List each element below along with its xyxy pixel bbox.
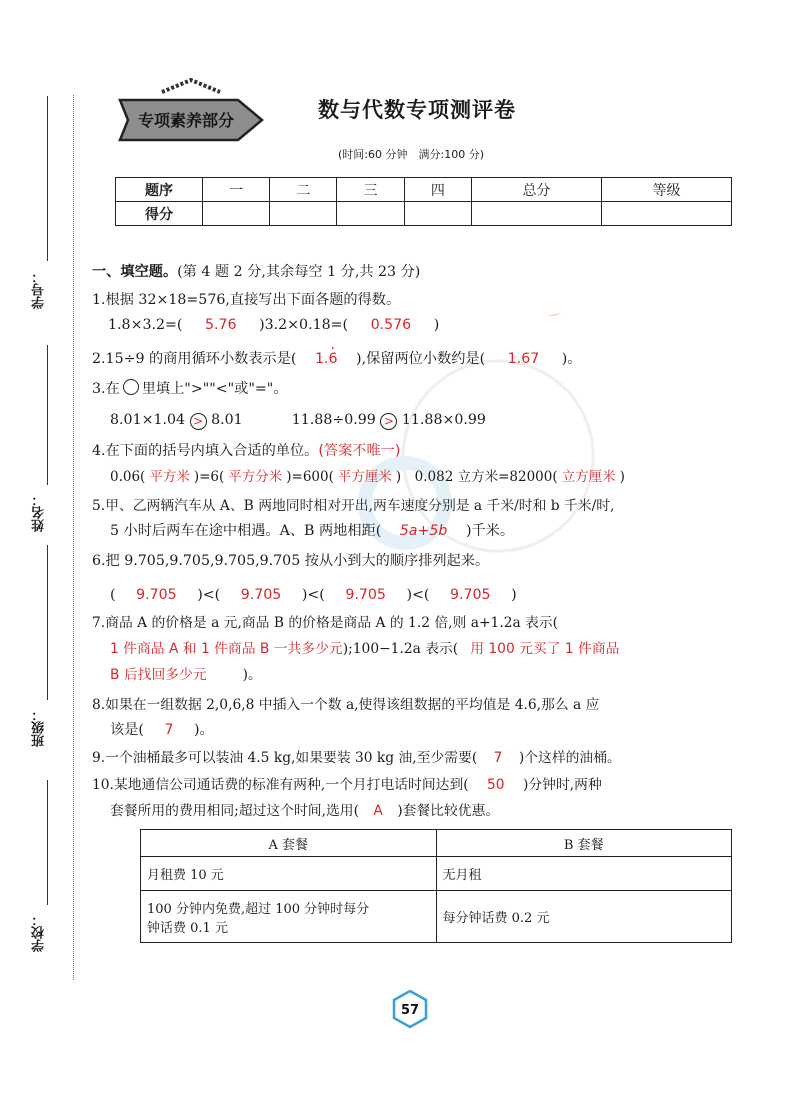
section-note: (第 4 题 2 分,其余每空 1 分,共 23 分)	[177, 264, 421, 280]
q6-answers	[110, 586, 517, 604]
q3-expr: 11.88×0.99	[401, 412, 486, 428]
plan-cell	[141, 891, 437, 943]
score-input-cell[interactable]	[337, 202, 404, 226]
q6-answer-2: 9.705	[240, 587, 282, 603]
q10-prompt: )分钟时,两种	[522, 777, 602, 793]
page-number: 57	[400, 1003, 420, 1018]
student-no-label: 学号：	[32, 270, 47, 309]
school-label: 学校：	[32, 913, 47, 952]
plan-row	[141, 857, 732, 891]
q2-answer-1	[315, 351, 338, 367]
plan-cell: 每分钟话费 0.2 元	[436, 891, 732, 943]
section-title: 一、填空题。	[92, 264, 178, 280]
q7-line3	[110, 666, 262, 684]
badge-text: 专项素养部分	[137, 111, 235, 130]
q8-line2	[110, 721, 214, 739]
circle-icon	[123, 379, 139, 395]
q7-prompt: )。	[242, 667, 262, 683]
q4-answer-1: 平方米	[149, 469, 190, 485]
plan-table	[140, 829, 732, 943]
plan-table-header	[141, 830, 732, 857]
class-line	[47, 545, 48, 700]
plan-cell-line: 100 分钟内免费,超过 100 分钟时每分	[147, 901, 370, 917]
q7-line2	[110, 640, 619, 658]
q9-line	[92, 749, 621, 767]
q4-answer-2: 平方分米	[228, 469, 283, 485]
score-cell: 一	[203, 178, 270, 202]
score-table-score-row	[116, 202, 732, 226]
score-cell: 得分	[116, 202, 203, 226]
q2-line	[92, 350, 582, 368]
q6-answer-3: 9.705	[345, 587, 386, 603]
score-cell: 题序	[116, 178, 203, 202]
q3-prompt: 里填上">""<"或"="。	[141, 381, 288, 397]
q6-paren: )	[511, 587, 517, 603]
plan-cell: 月租费 10 元	[141, 857, 437, 891]
class-label: 班级：	[32, 708, 47, 747]
q5-answer: 5a+5b	[399, 523, 448, 539]
q4-prompt: ) 0.082 立方米=82000(	[395, 469, 558, 485]
q7-answer-2b: B 后找回多少元	[110, 667, 207, 683]
name-line	[47, 345, 48, 485]
q5-line2	[110, 522, 514, 540]
q4-prompt: )=6(	[193, 469, 225, 485]
school-line	[47, 780, 48, 905]
q3-expr: 8.01×1.04	[110, 412, 186, 428]
score-table-header-row	[116, 178, 732, 202]
score-cell: 四	[404, 178, 471, 202]
page-subtitle: (时间:60 分钟 满分:100 分)	[338, 148, 484, 161]
q3-prompt: 3.在	[92, 381, 120, 397]
score-input-cell[interactable]	[404, 202, 471, 226]
score-input-cell[interactable]	[601, 202, 731, 226]
section-heading	[92, 263, 420, 281]
q1-prompt: )3.2×0.18=(	[259, 317, 349, 333]
q2-prompt: ),保留两位小数约是(	[356, 351, 486, 367]
q9-prompt: 9.一个油桶最多可以装油 4.5 kg,如果要装 30 kg 油,至少需要(	[92, 750, 478, 766]
q7-prompt: );100−1.2a 表示(	[342, 641, 459, 657]
q2-answer-repeat: · 6	[329, 351, 338, 367]
q2-prompt: 2.15÷9 的商用循环小数表示是(	[92, 351, 297, 367]
plan-cell-line: 钟话费 0.1 元	[147, 920, 228, 936]
q5-prompt: 5 小时后两车在途中相遇。A、B 两地相距(	[110, 523, 382, 539]
q4-answer-4: 立方厘米	[561, 469, 616, 485]
q5-prompt: )千米。	[465, 523, 515, 539]
score-table	[115, 177, 732, 226]
name-label: 姓名：	[32, 493, 47, 532]
q3-answer-2: >	[380, 413, 397, 430]
score-cell: 总分	[471, 178, 601, 202]
q4-prompt: )	[619, 469, 625, 485]
q7-answer-2: 用 100 元买了 1 件商品	[470, 641, 620, 657]
student-no-line	[47, 96, 48, 261]
q6-text: 6.把 9.705,9.705,9.705,9.705 按从小到大的顺序排列起来。	[92, 553, 490, 569]
q8-prompt: )。	[193, 722, 214, 738]
watermark-logo	[318, 298, 692, 633]
score-input-cell[interactable]	[270, 202, 337, 226]
q4-answers	[110, 468, 625, 486]
plan-cell: 无月租	[436, 857, 732, 891]
q3-answer-1: >	[190, 413, 207, 430]
q4-note: (答案不唯一)	[318, 443, 401, 459]
q7-answer-1: 1 件商品 A 和 1 件商品 B 一共多少元	[110, 641, 343, 657]
score-cell: 等级	[601, 178, 731, 202]
q3-expr: 8.01	[211, 412, 243, 428]
q7-line1: 7.商品 A 的价格是 a 元,商品 B 的价格是商品 A 的 1.2 倍,则 a+1.2a 表示(	[92, 615, 559, 631]
q4-line	[92, 442, 400, 460]
q6-answer-4: 9.705	[449, 587, 491, 603]
plan-header-a: A 套餐	[141, 830, 437, 857]
q10-prompt: 套餐所用的费用相同;超过这个时间,选用(	[110, 803, 359, 819]
q8-line1: 8.如果在一组数据 2,0,6,8 中插入一个数 a,使得该组数据的平均值是 4.6,那么 a 应	[92, 697, 600, 713]
q10-line2	[110, 802, 499, 820]
score-cell: 二	[270, 178, 337, 202]
q3-expr: 11.88÷0.99	[291, 412, 376, 428]
page-title: 数与代数专项测评卷	[318, 98, 516, 122]
badge-sign-icon	[116, 78, 266, 148]
q10-prompt: )套餐比较优惠。	[397, 803, 500, 819]
q6-lt: )<(	[406, 587, 430, 603]
q1-answer-1: 5.76	[204, 317, 237, 333]
q4-prompt: 4.在下面的括号内填入合适的单位。	[92, 443, 319, 459]
q2-prompt: )。	[561, 351, 582, 367]
q3-line	[92, 379, 288, 398]
q8-answer: 7	[164, 722, 174, 738]
binding-dotted-line	[73, 95, 74, 980]
score-cell: 三	[337, 178, 404, 202]
q2-answer-2: 1.67	[507, 351, 540, 367]
q4-prompt: )=600(	[286, 469, 334, 485]
q8-prompt: 该是(	[110, 722, 144, 738]
page-number-badge	[390, 989, 430, 1029]
q4-answer-3: 平方厘米	[337, 469, 392, 485]
q9-answer: 7	[493, 750, 503, 766]
q4-prompt: 0.06(	[110, 469, 146, 485]
q6-paren: (	[110, 587, 116, 603]
q3-compare	[110, 411, 486, 430]
q10-answer-2: A	[373, 803, 383, 819]
q1-prompt: 1.8×3.2=(	[108, 317, 183, 333]
q10-line1	[92, 776, 602, 794]
q1-answers	[108, 316, 439, 334]
plan-header-b: B 套餐	[436, 830, 732, 857]
q6-lt: )<(	[301, 587, 325, 603]
q10-answer-1: 50	[487, 777, 505, 793]
q5-line1: 5.甲、乙两辆汽车从 A、B 两地同时相对开出,两车速度分别是 a 千米/时和 b 千米/时,	[92, 498, 615, 514]
q1-answer-2: 0.576	[370, 317, 412, 333]
q6-answer-1: 9.705	[136, 587, 177, 603]
q9-prompt: )个这样的油桶。	[518, 750, 621, 766]
q2-answer-int: 1.	[314, 351, 329, 367]
plan-row	[141, 891, 732, 943]
q1-prompt: )	[433, 317, 440, 333]
score-input-cell[interactable]	[203, 202, 270, 226]
q1-text: 1.根据 32×18=576,直接写出下面各题的得数。	[92, 292, 401, 308]
score-input-cell[interactable]	[471, 202, 601, 226]
q10-prompt: 10.某地通信公司通话费的标准有两种,一个月打电话时间达到(	[92, 777, 469, 793]
q6-lt: )<(	[197, 587, 221, 603]
